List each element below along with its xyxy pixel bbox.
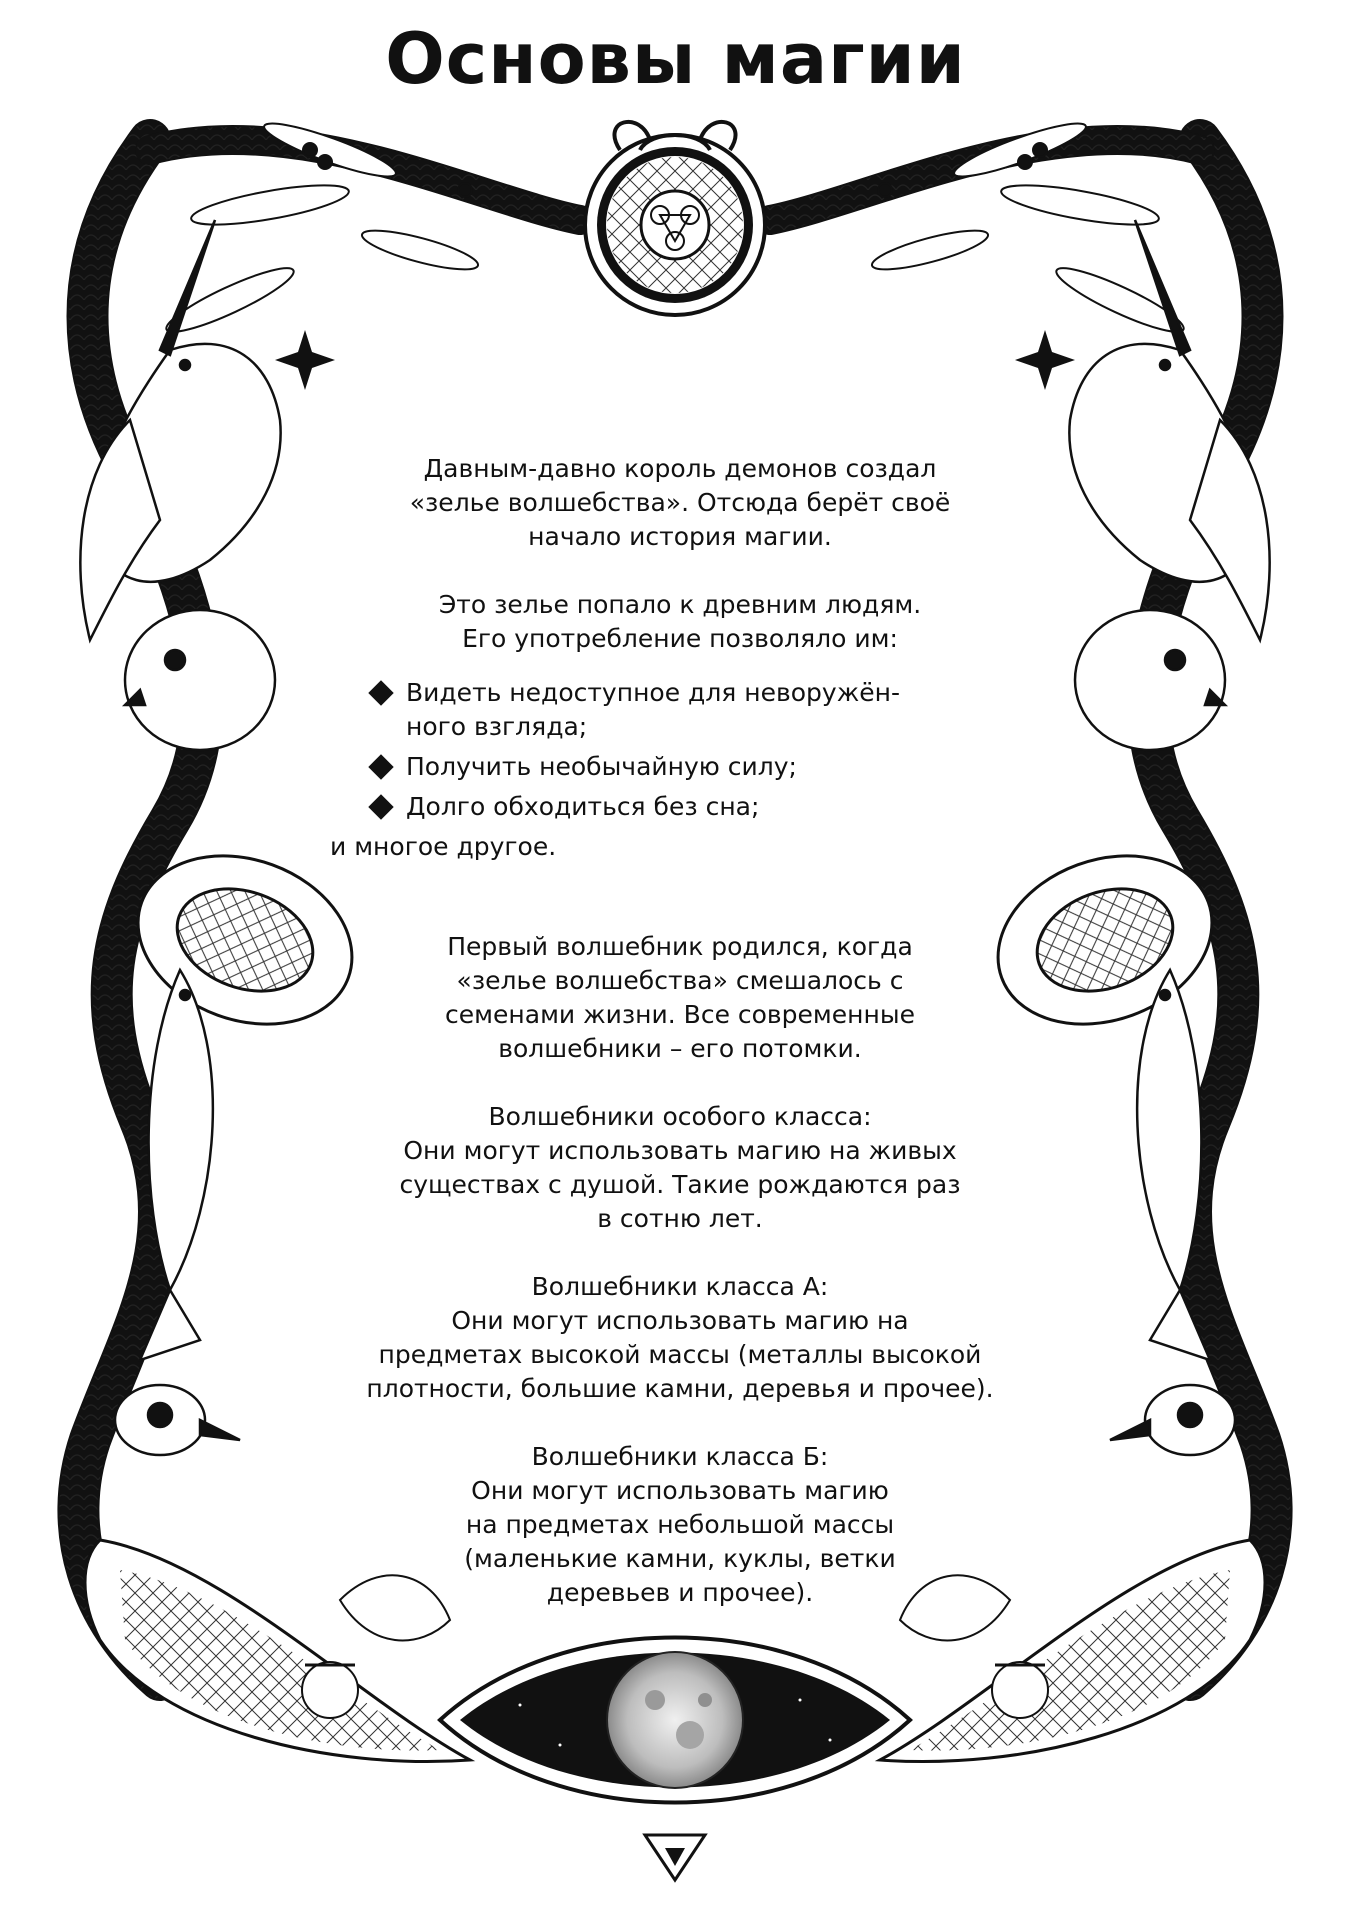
triquetra-emblem-icon — [585, 122, 765, 315]
text-line: в сотню лет. — [597, 1204, 763, 1233]
text-line: на предметах небольшой массы — [465, 1510, 895, 1539]
text-line: волшебники – его потомки. — [498, 1034, 862, 1063]
class-heading: Волшебники особого класса: — [488, 1102, 872, 1131]
text-panel — [330, 452, 1030, 1644]
class-a-section — [330, 1270, 1030, 1406]
list-item — [370, 790, 970, 824]
text-line: «зелье волшебства» смешалось с — [456, 966, 904, 995]
text-line: семенами жизни. Все современные — [445, 1000, 915, 1029]
list-item-text: Долго обходиться без сна; — [406, 792, 760, 821]
right-owl — [1075, 610, 1225, 750]
special-class-section — [330, 1100, 1030, 1236]
text-line: существах с душой. Такие рождаются раз — [399, 1170, 961, 1199]
text-line: Они могут использовать магию — [471, 1476, 889, 1505]
left-owl — [125, 610, 275, 750]
diamond-bullet-icon — [368, 680, 393, 705]
text-line: Они могут использовать магию на живых — [403, 1136, 957, 1165]
list-item-text: Видеть недоступное для неворужён- — [406, 678, 900, 707]
right-bird-skull — [1110, 1385, 1235, 1455]
moon-eye-icon — [440, 1638, 910, 1881]
list-item-text: Получить необычайную силу; — [406, 752, 797, 781]
text-line: Давным-давно король демонов создал — [423, 454, 937, 483]
list-item — [370, 676, 970, 744]
list-item — [370, 750, 970, 784]
text-line: Это зелье попало к древним людям. — [438, 590, 922, 619]
diamond-bullet-icon — [368, 794, 393, 819]
abilities-tail: и многое другое. — [330, 832, 557, 861]
first-wizard-paragraph — [330, 930, 1030, 1066]
text-line: «зелье волшебства». Отсюда берёт своё — [409, 488, 951, 517]
diamond-bullet-icon — [368, 754, 393, 779]
text-line: Первый волшебник родился, когда — [447, 932, 913, 961]
spacer — [330, 864, 1030, 930]
text-line: (маленькие камни, куклы, ветки — [464, 1544, 896, 1573]
left-bird-skull — [115, 1385, 240, 1455]
text-line: Они могут использовать магию на — [451, 1306, 909, 1335]
origin-paragraph — [330, 452, 1030, 554]
text-line: начало история магии. — [528, 522, 832, 551]
compass-star-icon — [275, 330, 1075, 390]
text-line: предметах высокой массы (металлы высокой — [378, 1340, 982, 1369]
potion-intro-paragraph — [330, 588, 1030, 656]
class-b-section — [330, 1440, 1030, 1610]
text-line: деревьев и прочее). — [546, 1578, 814, 1607]
abilities-list — [370, 676, 970, 824]
text-line: Его употребление позволяло им: — [462, 624, 898, 653]
class-heading: Волшебники класса Б: — [531, 1442, 829, 1471]
class-heading: Волшебники класса А: — [531, 1272, 829, 1301]
list-item-text: ного взгляда; — [406, 712, 588, 741]
text-line: плотности, большие камни, деревья и прочее). — [366, 1374, 994, 1403]
page-title: Основы магии — [385, 18, 966, 100]
